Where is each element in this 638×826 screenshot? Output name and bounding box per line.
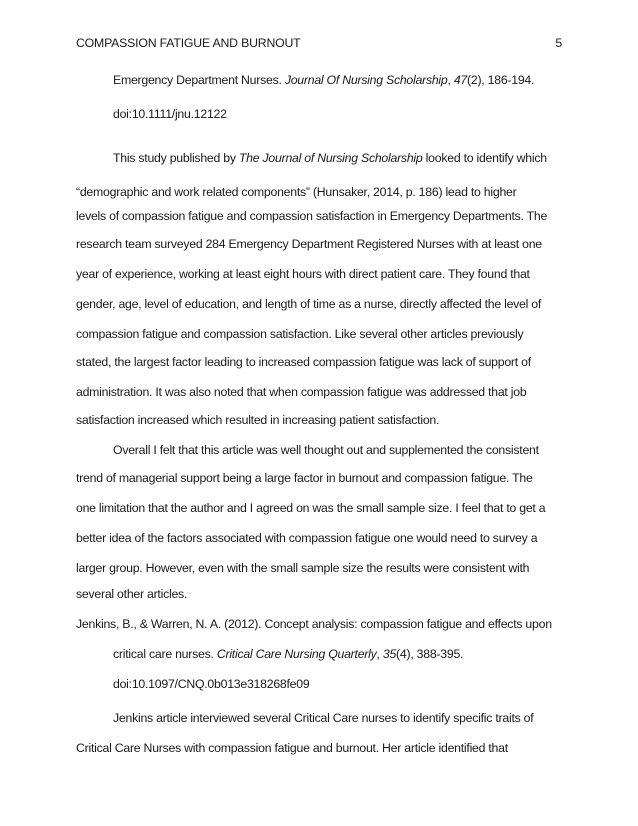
text-line bbox=[76, 500, 545, 516]
text-line bbox=[113, 106, 227, 122]
text-line bbox=[76, 740, 508, 756]
text-segment: satisfaction increased which resulted in increasing patient satisfaction. bbox=[76, 413, 440, 427]
text-line bbox=[76, 616, 552, 632]
text-line bbox=[76, 586, 187, 602]
text-segment: (2), 186-194. bbox=[467, 73, 535, 87]
text-line bbox=[76, 236, 542, 252]
text-segment: Emergency Department Nurses. bbox=[113, 73, 285, 87]
text-line bbox=[113, 676, 309, 692]
text-line bbox=[113, 442, 539, 458]
text-segment: looked to identify which bbox=[422, 151, 547, 165]
text-line bbox=[113, 646, 463, 662]
running-head: COMPASSION FATIGUE AND BURNOUT bbox=[76, 36, 301, 50]
italic-text: Critical Care Nursing Quarterly bbox=[216, 647, 377, 661]
text-segment: larger group. However, even with the small sample size the results were consistent with bbox=[76, 561, 530, 575]
text-segment: doi:10.1097/CNQ.0b013e318268fe09 bbox=[113, 677, 310, 691]
text-segment: (4), 388-395. bbox=[396, 647, 464, 661]
text-segment: critical care nurses. bbox=[113, 647, 217, 661]
text-line bbox=[76, 184, 516, 200]
text-segment: , bbox=[447, 73, 454, 87]
text-line bbox=[76, 384, 526, 400]
text-segment: “demographic and work related components” (Hunsaker, 2014, p. 186) lead to higher bbox=[76, 185, 517, 199]
text-segment: Critical Care Nurses with compassion fatigue and burnout. Her article identified that bbox=[76, 741, 508, 755]
text-segment: Jenkins article interviewed several Critical Care nurses to identify specific traits of bbox=[113, 711, 534, 725]
text-segment: Overall I felt that this article was well thought out and supplemented the consistent bbox=[113, 443, 539, 457]
text-segment: doi:10.1111/jnu.12122 bbox=[113, 107, 227, 121]
text-line bbox=[76, 266, 530, 282]
italic-text: The Journal of Nursing Scholarship bbox=[238, 151, 423, 165]
text-line bbox=[76, 530, 537, 546]
text-line bbox=[76, 470, 533, 486]
text-segment: gender, age, level of education, and length of time as a nurse, directly affected the level of bbox=[76, 297, 542, 311]
italic-text: 47 bbox=[453, 73, 468, 87]
text-segment: levels of compassion fatigue and compassion satisfaction in Emergency Departments. The bbox=[76, 209, 548, 223]
text-segment: compassion fatigue and compassion satisfaction. Like several other articles previously bbox=[76, 327, 524, 341]
text-line bbox=[76, 560, 529, 576]
text-segment: research team surveyed 284 Emergency Department Registered Nurses with at least one bbox=[76, 237, 542, 251]
text-segment: , bbox=[376, 647, 383, 661]
italic-text: 35 bbox=[382, 647, 397, 661]
text-segment: Jenkins, B., & Warren, N. A. (2012). Concept analysis: compassion fatigue and effects upon bbox=[76, 617, 552, 631]
text-segment: several other articles. bbox=[76, 587, 188, 601]
text-segment: This study published by bbox=[113, 151, 239, 165]
text-line bbox=[113, 710, 533, 726]
text-segment: better idea of the factors associated with compassion fatigue one would need to survey a bbox=[76, 531, 538, 545]
text-segment: trend of managerial support being a large factor in burnout and compassion fatigue. The bbox=[76, 471, 533, 485]
text-segment: stated, the largest factor leading to increased compassion fatigue was lack of support of bbox=[76, 355, 531, 369]
page-number: 5 bbox=[555, 36, 562, 50]
text-segment: administration. It was also noted that when compassion fatigue was addressed that job bbox=[76, 385, 527, 399]
italic-text: Journal Of Nursing Scholarship bbox=[284, 73, 448, 87]
text-line bbox=[76, 326, 523, 342]
text-line bbox=[76, 296, 541, 312]
text-segment: one limitation that the author and I agreed on was the small sample size. I feel that to get a bbox=[76, 501, 546, 515]
text-line bbox=[76, 354, 531, 370]
text-line bbox=[76, 412, 439, 428]
text-segment: year of experience, working at least eight hours with direct patient care. They found that bbox=[76, 267, 530, 281]
text-line bbox=[113, 150, 547, 166]
page-header bbox=[76, 36, 562, 50]
text-line bbox=[76, 208, 547, 224]
text-line bbox=[113, 72, 534, 88]
